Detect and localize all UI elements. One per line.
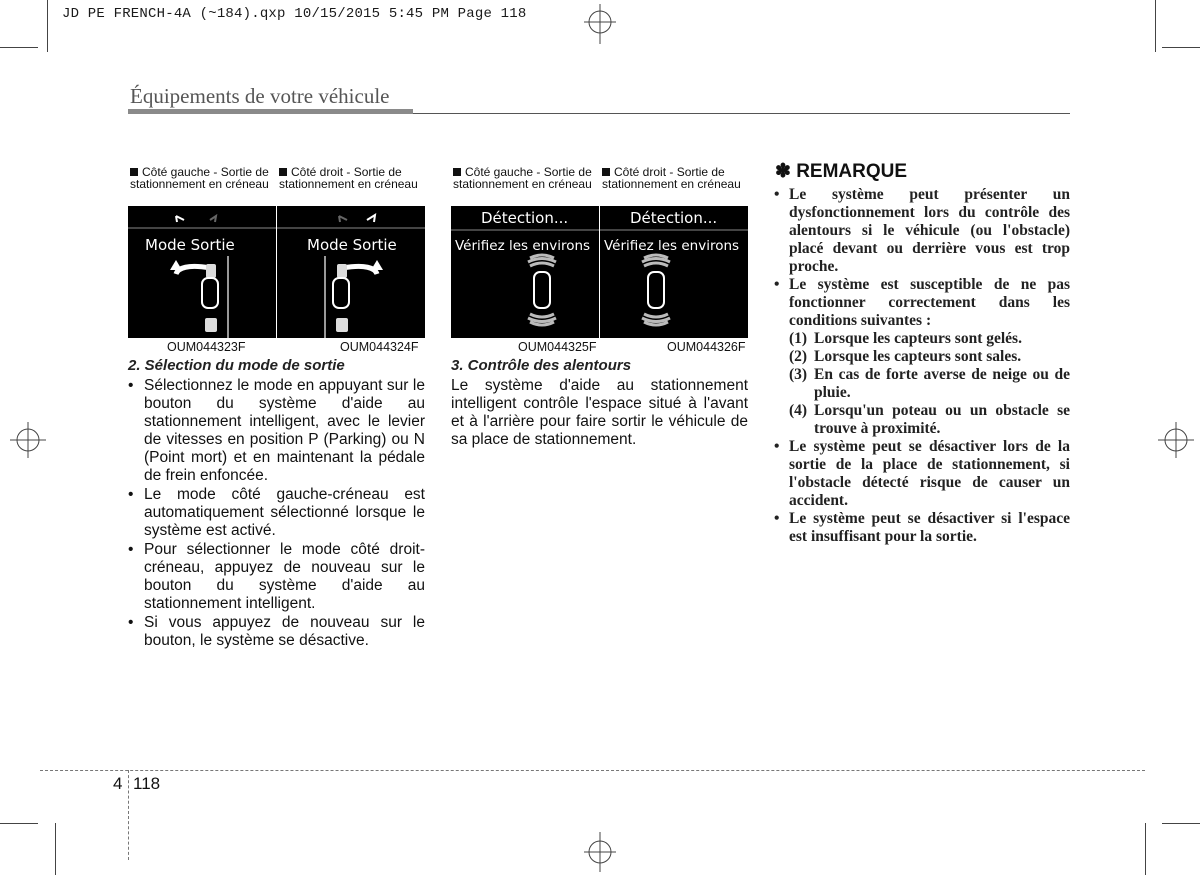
page-number: 118: [133, 774, 161, 793]
figure-caption: Côté gauche - Sortie de stationnement en créneau: [453, 165, 592, 191]
registration-mark-top: [584, 4, 616, 44]
heading-exit-mode: 2. Sélection du mode de sortie: [128, 357, 345, 374]
figure-code: OUM044324F: [340, 340, 419, 354]
chapter-number: 4: [113, 774, 123, 793]
heading-surroundings: 3. Contrôle des alentours: [451, 357, 632, 374]
remark-item: • Le système peut se désactiver si l'espace est insuffisant pour la sortie.: [772, 510, 1070, 546]
figure-caption: Côté droit - Sortie de stationnement en créneau: [279, 165, 418, 191]
crop-mark: [1145, 823, 1146, 875]
crop-mark: [1162, 47, 1200, 48]
title-rule-thin: [413, 113, 1070, 114]
registration-mark-bottom: [584, 832, 616, 872]
figure-code: OUM044323F: [167, 340, 246, 354]
car-exit-right-icon: [277, 206, 425, 338]
list-item: • Si vous appuyez de nouveau sur le bouton, le système se désactive.: [128, 614, 425, 650]
remark-item-text: • Le système est susceptible de ne pas fonctionner correctement dans les conditions suivantes :: [789, 276, 1070, 329]
list-item: • Le mode côté gauche-créneau est automatiquement sélectionné lorsque le système est activé.: [128, 486, 425, 540]
condition-item: (2) Lorsque les capteurs sont sales.: [789, 348, 1022, 365]
figure-caption: Côté gauche - Sortie de stationnement en créneau: [130, 165, 269, 191]
title-rule: [128, 109, 413, 114]
car-exit-left-icon: [128, 206, 276, 338]
screen-title-text: Détection...: [481, 209, 569, 227]
screen-mode-text: Mode Sortie: [307, 236, 397, 254]
footer-rule: [40, 770, 1145, 771]
condition-item: (4) Lorsqu'un poteau ou un obstacle se trouve à proximité.: [789, 402, 1070, 437]
crop-mark: [1162, 823, 1200, 824]
list-item: • Pour sélectionner le mode côté droit-créneau, appuyez de nouveau sur le bouton du système d'aide au stationnement intelligent.: [128, 541, 425, 613]
screen-title-text: Détection...: [630, 209, 718, 227]
print-header: JD PE FRENCH-4A (~184).qxp 10/15/2015 5:45 PM Page 118: [62, 6, 527, 22]
remark-title: ✽ REMARQUE: [775, 161, 908, 182]
list-item: • Sélectionnez le mode en appuyant sur le bouton du système d'aide au stationnement intelligent, avec le levier de vitesses en position P (Parking) ou N (Point mort) et en maintenant la pédale de frein enfoncée.: [128, 377, 425, 485]
crop-mark: [1155, 0, 1156, 52]
screen-message-text: Vérifiez les environs: [604, 238, 740, 254]
crop-mark: [0, 47, 38, 48]
figure-code: OUM044326F: [667, 340, 746, 354]
surroundings-paragraph: Le système d'aide au stationnement intelligent contrôle l'espace situé à l'avant et à l'arrière pour faire sortir le véhicule de sa place de stationnement.: [451, 377, 748, 448]
display-screen-right-exit: [277, 206, 425, 338]
crop-mark: [0, 823, 38, 824]
screen-mode-text: Mode Sortie: [145, 236, 235, 254]
section-title: Équipements de votre véhicule: [130, 84, 390, 108]
footer-divider: [128, 770, 129, 860]
registration-mark-left: [8, 420, 48, 460]
crop-mark: [47, 0, 48, 52]
remark-item: • Le système peut se désactiver lors de la sortie de la place de stationnement, si l'obstacle détecté risque de causer un accident.: [772, 438, 1070, 510]
condition-item: (3) En cas de forte averse de neige ou de pluie.: [789, 366, 1070, 401]
remark-item: • Le système peut présenter un dysfonctionnement lors du contrôle des alentours si le véhicule (ou l'obstacle) placé devant ou derrière vous est trop proche.: [772, 186, 1070, 276]
display-screen-detection-right: [600, 206, 748, 338]
figure-code: OUM044325F: [518, 340, 597, 354]
display-screen-detection-left: [451, 206, 599, 338]
remark-item: [772, 276, 1070, 438]
crop-mark: [55, 823, 56, 875]
figure-caption: Côté droit - Sortie de stationnement en créneau: [602, 165, 741, 191]
display-screen-left-exit: [128, 206, 276, 338]
exit-mode-instructions: [128, 377, 425, 651]
condition-item: (1) Lorsque les capteurs sont gelés.: [789, 330, 1022, 347]
registration-mark-right: [1156, 420, 1196, 460]
screen-message-text: Vérifiez les environs: [455, 238, 591, 254]
remark-notes: [772, 186, 1070, 546]
